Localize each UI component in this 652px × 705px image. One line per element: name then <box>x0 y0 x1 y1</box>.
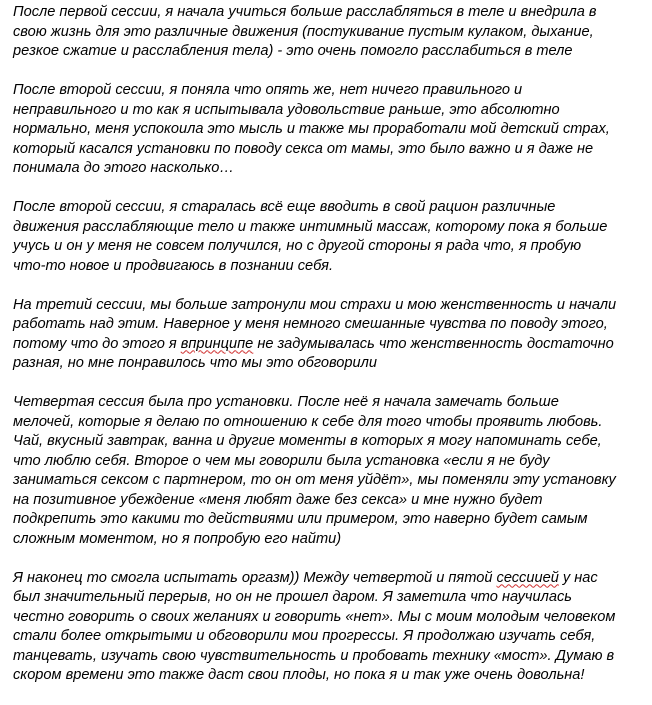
paragraph-text: Я наконец то смогла испытать оргазм)) Между четвертой и пятой <box>13 569 497 586</box>
spellcheck-flagged-word[interactable]: сессиией <box>496 569 559 586</box>
spellcheck-flagged-word[interactable]: впринципе <box>180 335 254 352</box>
paragraph-text: На третий сессии, мы больше затронули мои страхи и мою женственность и начали работать над этим. Наверное у меня немного смешанные чувства по поводу этого, потому что до этого я <box>13 296 617 352</box>
paragraph-session-5 <box>13 569 643 686</box>
paragraph-text: не задумывалась что женственность достаточно разная, но мне понравилось что мы это обговорили <box>13 335 614 371</box>
paragraph-after-session-2: После второй сессии, я старалась всё еще вводить в свой рацион различные движения расслабляющие тело и также интимный массаж, которому пока я больше учусь и он у меня не совсем получился, но с другой стороны я рада что, я пробую что-то новое и продвигаюсь в познании себя. <box>13 199 608 274</box>
paragraph-session-4: Четвертая сессия была про установки. После неё я начала замечать больше мелочей, которые я делаю по отношению к себе для того чтобы проявить любовь. Чай, вкусный завтрак, ванна и другие моменты в которых я могу напоминать себе, что люблю себя. Второе о чем мы говорили была установка «если я не буду заниматься сексом с партнером, то он от меня уйдёт», мы поменяли эту установку на позитивное убеждение «меня любят даже без секса» и мне нужно будет подкрепить это какими то действиями или примером, это наверно будет самым сложным моментом, но я попробую его найти) <box>13 394 616 547</box>
document-body <box>13 3 643 705</box>
paragraph-session-1: После первой сессии, я начала учиться больше расслабляться в теле и внедрила в свою жизнь для это различные движения (постукивание пустым кулаком, дыхание, резкое сжатие и расслабления тела) - это очень помогло расслабиться в теле <box>13 4 597 59</box>
paragraph-session-3 <box>13 296 643 374</box>
paragraph-session-2: После второй сессии, я поняла что опять же, нет ничего правильного и неправильного и то как я испытывала удовольствие раньше, это абсолютно нормально, меня успокоила это мысль и также мы проработали мой детский страх, который касался установки по поводу секса от мамы, это было важно и я даже не понимала до этого насколько… <box>13 82 610 176</box>
paragraph-text: у нас был значительный перерыв, но он не прошел даром. Я заметила что научилась честно говорить о своих желаниях и говорить «нет». Мы с моим молодым человеком стали более открытыми и обговорили мои прогрессы. Я продолжаю изучать себя, танцевать, изучать свою чувствительность и пробовать технику «мост». Думаю в скором времени это также даст свои плоды, но пока я и так уже очень довольна! <box>13 569 616 683</box>
